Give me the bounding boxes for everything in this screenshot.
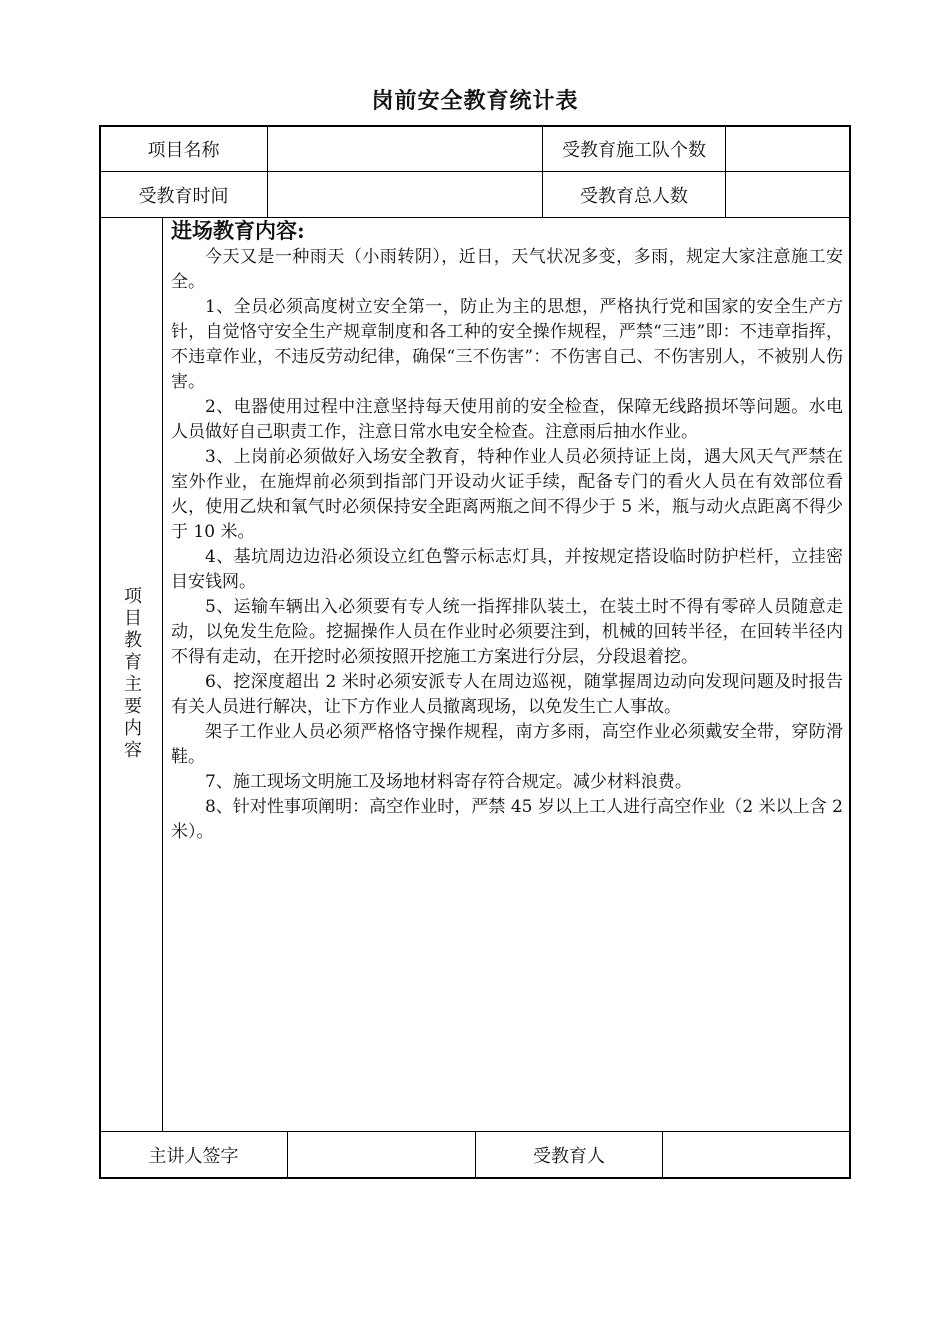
content-paragraph: 3、上岗前必须做好入场安全教育，特种作业人员必须持证上岗，遇大风天气严禁在室外作业，在施焊前必须到指部门开设动火证手续，配备专门的看火人员在有效部位看火，使用乙炔和氧气时必须保持安全距离两瓶之间不得少于 5 米，瓶与动火点距离不得少于 10 米。 [171, 447, 843, 542]
total-people-field[interactable] [726, 172, 850, 217]
project-name-field[interactable] [268, 126, 542, 171]
side-label: 项目教育主要内容 [121, 586, 142, 762]
content-paragraph: 6、挖深度超出 2 米时必须安派专人在周边巡视，随掌握周边动向发现问题及时报告有关人员进行解决，让下方作业人员撤离现场，以免发生亡人事故。 [171, 672, 843, 717]
teams-count-field[interactable] [726, 126, 850, 171]
side-label-cell [100, 217, 162, 1131]
speaker-signature-label: 主讲人签字 [148, 1146, 239, 1167]
content-paragraph: 2、电器使用过程中注意坚持每天使用前的安全检查，保障无线路损坏等问题。水电人员做好自己职责工作，注意日常水电安全检查。注意雨后抽水作业。 [171, 397, 843, 442]
trainee-label: 受教育人 [533, 1146, 605, 1167]
col-divider-content [162, 217, 163, 1131]
content-paragraph: 4、基坑周边边沿必须设立红色警示标志灯具，并按规定搭设临时防护栏杆，立挂密目安钱网。 [171, 547, 843, 592]
page-title: 岗前安全教育统计表 [371, 88, 579, 114]
content-paragraph: 架子工作业人员必须严格恪守操作规程，南方多雨，高空作业必须戴安全带，穿防滑鞋。 [171, 722, 843, 767]
trainee-field[interactable] [663, 1132, 850, 1178]
content-paragraph: 1、全员必须高度树立安全第一，防止为主的思想，严格执行党和国家的安全生产方针，自觉恪守安全生产规章制度和各工种的安全操作规程，严禁“三违”即：不违章指挥，不违章作业，不违反劳动纪律，确保“三不伤害”：不伤害自己、不伤害别人，不被别人伤害。 [171, 297, 843, 392]
content-heading: 进场教育内容: [171, 218, 305, 243]
training-time-field[interactable] [268, 172, 542, 217]
training-time-label: 受教育时间 [138, 185, 229, 207]
content-paragraph: 今天又是一种雨天（小雨转阴），近日，天气状况多变，多雨，规定大家注意施工安全。 [171, 247, 843, 292]
teams-count-label: 受教育施工队个数 [562, 139, 706, 161]
total-people-label: 受教育总人数 [580, 185, 688, 207]
content-paragraph: 5、运输车辆出入必须要有专人统一指挥排队装土，在装土时不得有零碎人员随意走动，以免发生危险。挖掘操作人员在作业时必须要注到，机械的回转半径，在回转半径内不得有走动，在开挖时必须按照开挖施工方案进行分层，分段退着挖。 [171, 597, 843, 667]
content-paragraph: 8、针对性事项阐明：高空作业时，严禁 45 岁以上工人进行高空作业（2 米以上含 2 米）。 [171, 797, 843, 842]
speaker-signature-field[interactable] [288, 1132, 475, 1178]
project-name-label: 项目名称 [147, 139, 220, 161]
content-paragraph: 7、施工现场文明施工及场地材料寄存符合规定。减少材料浪费。 [205, 772, 692, 792]
education-content [171, 217, 843, 845]
